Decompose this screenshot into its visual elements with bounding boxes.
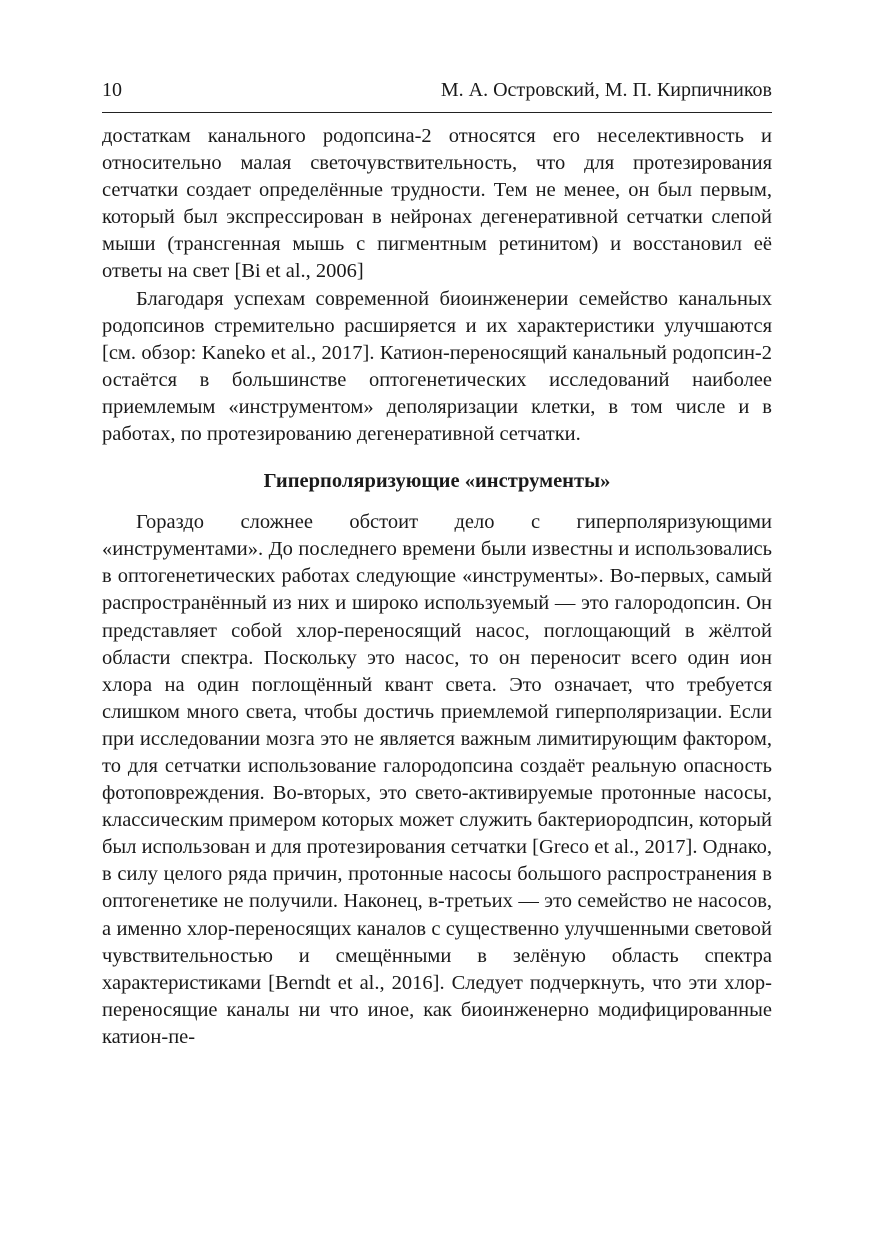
running-head: [102, 72, 772, 108]
book-page: [102, 72, 772, 1051]
page-number: 10: [102, 79, 122, 101]
paragraph-bioengineering: Благодаря успехам современной биоинженерии семейство канальных родопсинов стремительно расширяется и их характеристики улучшаются [см. обзор: Kaneko et al., 2017]. Катион-переносящий канальный родопсин-2 остаётся в большинстве оптогенетических исследований наиболее приемлемым «инструментом» деполяризации клетки, в том числе и в работах, по протезированию дегенеративной сетчатки.: [102, 287, 772, 446]
running-head-authors: М. А. Островский, М. П. Кирпичников: [440, 79, 772, 101]
paragraph-continuation: достаткам канального родопсина-2 относятся его неселективность и относительно малая светочувствительность, что для протезирования сетчатки создает определённые трудности. Тем не менее, он был первым, который был экспрессирован в нейронах дегенеративной сетчатки слепой мыши (трансгенная мышь с пигментным ретинитом) и восстановил её ответы на свет [Bi et al., 2006]: [102, 125, 772, 283]
header-rule: [102, 112, 772, 113]
paragraph-hyperpolarizing-tools: Гораздо сложнее обстоит дело с гиперполяризующими «инструментами». До последнего времени были известны и использовались в оптогенетических работах следующие «инструменты». Во-первых, самый распространённый из них и широко используемый — это галородопсин. Он представляет собой хлор-переносящий насос, поглощающий в жёлтой области спектра. Поскольку это насос, то он переносит всего один ион хлора на один поглощённый квант света. Это означает, что требуется слишком много света, чтобы достичь приемлемой гиперполяризации. Если при исследовании мозга это не является важным лимитирующим фактором, то для сетчатки использование галородопсина создаёт реальную опасность фотоповреждения. Во-вторых, это свето-активируемые протонные насосы, классическим примером которых может служить бактериородпсин, который был использован и для протезирования сетчатки [Greco et al., 2017]. Однако, в силу целого ряда причин, протонные насосы большого распространения в оптогенетике не получили. Наконец, в-третьих — это семейство не насосов, а именно хлор-переносящих каналов с существенно улучшенными световой чувствительностью и смещёнными в зелёную область спектра характеристиками [Berndt et al., 2016]. Следует подчеркнуть, что эти хлор-переносящие каналы ни что иное, как биоинженерно модифицированные катион-пе-: [102, 511, 772, 1048]
section-heading: Гиперполяризующие «инструменты»: [263, 470, 611, 493]
